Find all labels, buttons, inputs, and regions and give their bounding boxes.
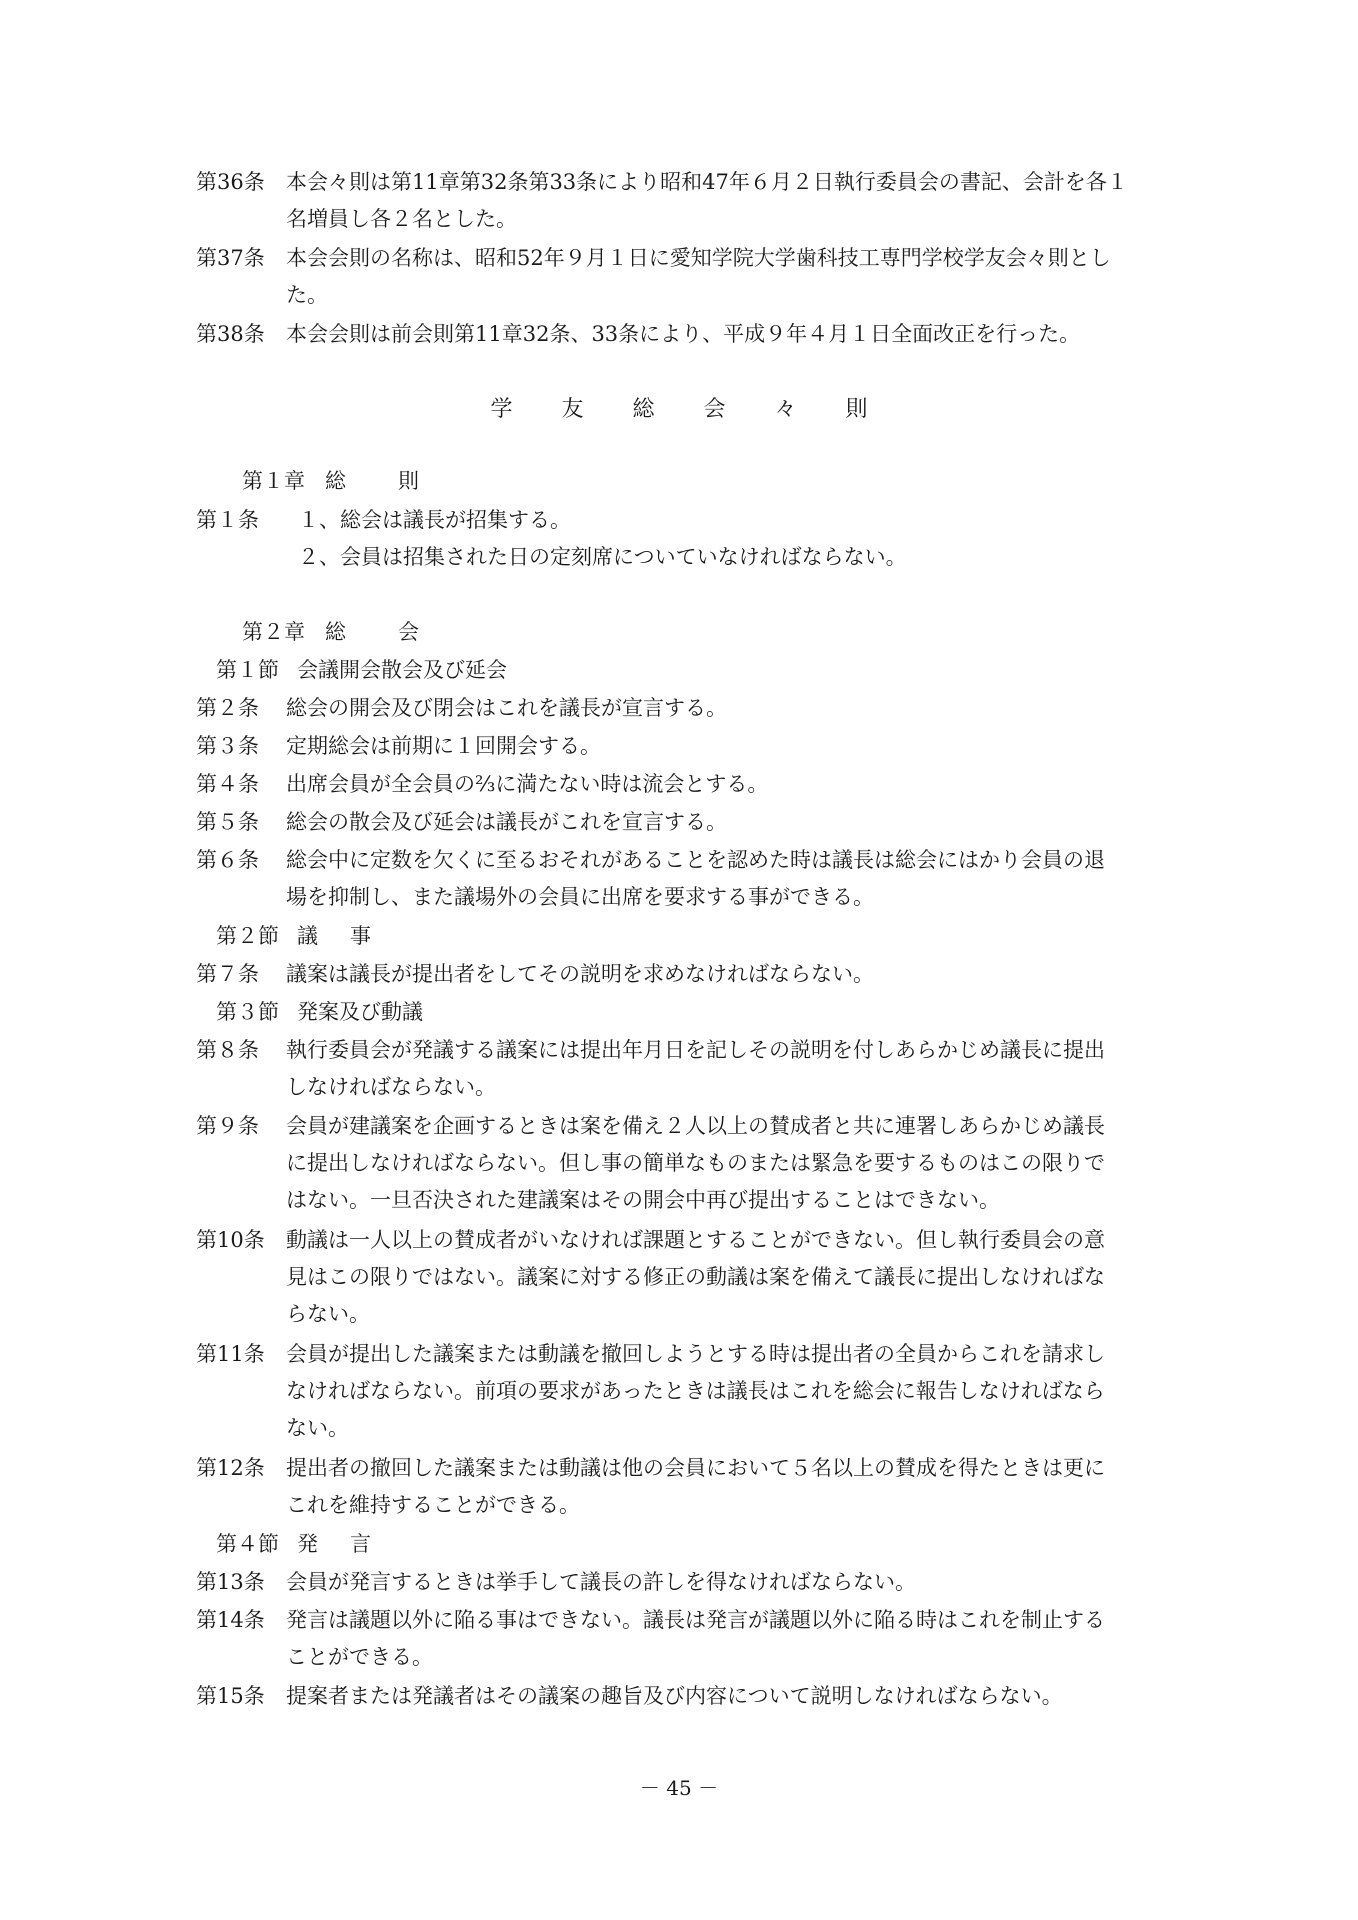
article-5: [196, 804, 1196, 841]
article-10: [196, 1222, 1196, 1333]
article-text: 本会会則は前会則第11章32条、33条により、平成９年４月１日全面改正を行った。: [286, 322, 1081, 346]
section-label: 第３節: [216, 1000, 279, 1024]
article-number: 第８条: [196, 1038, 259, 1062]
article-number: 第１条: [196, 508, 259, 532]
page-number: － 45 －: [639, 1776, 719, 1800]
section-heading-4: [216, 1526, 403, 1563]
section-heading-1: [216, 652, 507, 689]
article-number: 第13条: [196, 1570, 265, 1594]
section-name: 発案及び動議: [297, 1000, 423, 1024]
article-38: [196, 316, 1196, 353]
chapter-heading-1: [242, 463, 471, 500]
section-label: 第２節: [216, 924, 279, 948]
article-number: 第15条: [196, 1684, 265, 1708]
article-text: 定期総会は前期に１回開会する。: [286, 734, 601, 758]
article-number: 第７条: [196, 962, 259, 986]
chapter-name: 総則: [325, 469, 471, 493]
title-char: 総: [632, 397, 655, 422]
article-text: １、総会は議長が招集する。: [298, 508, 571, 532]
article-text: 議案は議長が提出者をしてその説明を求めなければならない。: [286, 962, 874, 986]
article-text: 見はこの限りではない。議案に対する修正の動議は案を備えて議長に提出しなければな: [286, 1265, 1105, 1289]
article-text: 出席会員が全会員の⅔に満たない時は流会とする。: [286, 772, 769, 796]
article-number: 第９条: [196, 1114, 259, 1138]
article-text: はない。一旦否決された建議案はその開会中再び提出することはできない。: [286, 1188, 1000, 1212]
section-heading-2: [216, 918, 403, 955]
article-text: 総会の散会及び延会は議長がこれを宣言する。: [286, 810, 727, 834]
chapter-name: 総会: [325, 620, 471, 644]
article-number: 第12条: [196, 1456, 265, 1480]
article-number: 第38条: [196, 322, 265, 346]
title-char: 則: [845, 397, 868, 422]
article-9: [196, 1108, 1196, 1219]
article-text: 提案者または発議者はその議案の趣旨及び内容について説明しなければならない。: [286, 1684, 1063, 1708]
section-name: 会議開会散会及び延会: [297, 658, 507, 682]
section-name: 発言: [297, 1532, 403, 1556]
title-char: 友: [561, 397, 584, 422]
article-37: [196, 240, 1196, 314]
article-12: [196, 1450, 1196, 1524]
section-label: 第１節: [216, 658, 279, 682]
title-char: 会: [703, 397, 726, 422]
article-text: 発言は議題以外に陥る事はできない。議長は発言が議題以外に陥る時はこれを制止する: [286, 1608, 1105, 1632]
article-text: これを維持することができる。: [286, 1493, 580, 1517]
article-text: 会員が発言するときは挙手して議長の許しを得なければならない。: [286, 1570, 916, 1594]
article-text: 総会の開会及び閉会はこれを議長が宣言する。: [286, 696, 727, 720]
article-13: [196, 1564, 1196, 1601]
article-text: ２、会員は招集された日の定刻席についていなければならない。: [298, 545, 907, 569]
chapter-label: 第１章: [242, 469, 305, 493]
article-text: 名増員し各２名とした。: [286, 207, 517, 231]
section-name: 議事: [297, 924, 403, 948]
article-text: ない。: [286, 1416, 349, 1440]
article-14: [196, 1602, 1196, 1676]
article-number: 第４条: [196, 772, 259, 796]
article-11: [196, 1336, 1196, 1447]
article-15: [196, 1678, 1196, 1715]
article-number: 第10条: [196, 1228, 265, 1252]
article-number: 第２条: [196, 696, 259, 720]
article-number: 第14条: [196, 1608, 265, 1632]
article-text: 総会中に定数を欠くに至るおそれがあることを認めた時は議長は総会にはかり会員の退: [286, 848, 1105, 872]
section-label: 第４節: [216, 1532, 279, 1556]
article-number: 第36条: [196, 170, 265, 194]
article-text: 本会会則の名称は、昭和52年９月１日に愛知学院大学歯科技工専門学校学友会々則とし: [286, 246, 1111, 270]
article-text: らない。: [286, 1302, 370, 1326]
article-text: 動議は一人以上の賛成者がいなければ課題とすることができない。但し執行委員会の意: [286, 1228, 1105, 1252]
article-text: 会員が提出した議案または動議を撤回しようとする時は提出者の全員からこれを請求し: [286, 1342, 1105, 1366]
article-text: に提出しなければならない。但し事の簡単なものまたは緊急を要するものはこの限りで: [286, 1151, 1105, 1175]
section-heading-3: [216, 994, 423, 1031]
article-7: [196, 956, 1196, 993]
article-text: た。: [286, 283, 328, 307]
document-title: [0, 392, 1358, 423]
article-number: 第６条: [196, 848, 259, 872]
article-number: 第11条: [196, 1342, 265, 1366]
article-text: 執行委員会が発議する議案には提出年月日を記しその説明を付しあらかじめ議長に提出: [286, 1038, 1105, 1062]
article-number: 第３条: [196, 734, 259, 758]
article-1: [196, 502, 1196, 576]
article-3: [196, 728, 1196, 765]
chapter-heading-2: [242, 614, 471, 651]
article-number: 第５条: [196, 810, 259, 834]
title-char: 々: [774, 397, 797, 422]
article-text: 場を抑制し、また議場外の会員に出席を要求する事ができる。: [286, 885, 874, 909]
article-36: [196, 164, 1196, 238]
article-text: ことができる。: [286, 1645, 433, 1669]
article-8: [196, 1032, 1196, 1106]
article-text: しなければならない。: [286, 1075, 496, 1099]
article-text: 本会々則は第11章第32条第33条により昭和47年６月２日執行委員会の書記、会計を各１: [286, 170, 1128, 194]
article-6: [196, 842, 1196, 916]
article-text: 会員が建議案を企画するときは案を備え２人以上の賛成者と共に連署しあらかじめ議長: [286, 1114, 1105, 1138]
article-number: 第37条: [196, 246, 265, 270]
title-char: 学: [490, 397, 513, 422]
chapter-label: 第２章: [242, 620, 305, 644]
article-text: 提出者の撤回した議案または動議は他の会員において５名以上の賛成を得たときは更に: [286, 1456, 1105, 1480]
article-2: [196, 690, 1196, 727]
article-4: [196, 766, 1196, 803]
article-text: なければならない。前項の要求があったときは議長はこれを総会に報告しなければなら: [286, 1379, 1105, 1403]
